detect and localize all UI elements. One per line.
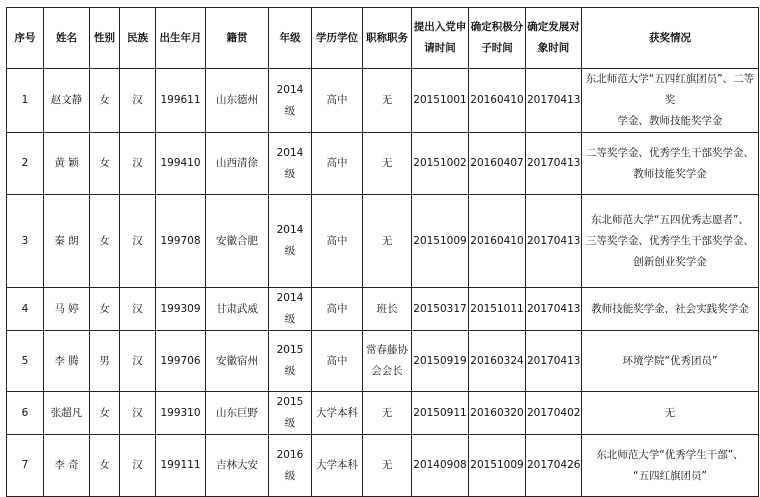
header-hometown: 籍贯 <box>206 8 269 69</box>
header-apply-date <box>412 8 469 69</box>
cell-position: 无 <box>363 69 412 133</box>
cell-grade: 2015 级 <box>269 392 312 435</box>
awards-line: 无 <box>664 406 676 419</box>
cell-ethnicity: 汉 <box>120 69 156 133</box>
header-position: 职称职务 <box>363 8 412 69</box>
cell-hometown: 山西清徐 <box>206 133 269 195</box>
cell-gender: 女 <box>90 133 120 195</box>
cell-ethnicity: 汉 <box>120 331 156 392</box>
cell-develop-date: 20170426 <box>526 435 582 497</box>
cell-awards <box>582 69 759 133</box>
cell-birth: 199309 <box>156 288 206 331</box>
cell-develop-date: 20170413 <box>526 288 582 331</box>
cell-name: 赵文静 <box>44 69 90 133</box>
cell-birth: 199410 <box>156 133 206 195</box>
table-row <box>7 133 759 195</box>
cell-position: 无 <box>363 133 412 195</box>
cell-gender: 女 <box>90 435 120 497</box>
cell-hometown: 山东德州 <box>206 69 269 133</box>
table-row <box>7 195 759 288</box>
cell-apply-date: 20150911 <box>412 392 469 435</box>
cell-activist-date: 20160320 <box>469 392 526 435</box>
cell-birth: 199611 <box>156 69 206 133</box>
cell-grade: 2014 级 <box>269 195 312 288</box>
table-row <box>7 435 759 497</box>
cell-activist-date: 20160410 <box>469 69 526 133</box>
cell-ethnicity: 汉 <box>120 195 156 288</box>
cell-develop-date: 20170413 <box>526 195 582 288</box>
cell-awards <box>582 288 759 331</box>
cell-hometown: 安徽合肥 <box>206 195 269 288</box>
awards-line: “五四红旗团员” <box>633 469 707 482</box>
header-apply-line-2: 请时间 <box>424 42 456 54</box>
position-line: 常春藤协 <box>366 344 408 356</box>
cell-awards <box>582 133 759 195</box>
cell-position: 无 <box>363 392 412 435</box>
cell-develop-date: 20170413 <box>526 331 582 392</box>
cell-hometown: 吉林大安 <box>206 435 269 497</box>
cell-name: 李 腾 <box>44 331 90 392</box>
cell-index: 3 <box>7 195 44 288</box>
cell-education: 高中 <box>312 331 363 392</box>
header-develop-line-2: 象时间 <box>537 42 570 54</box>
cell-awards <box>582 331 759 392</box>
cell-index: 7 <box>7 435 44 497</box>
cell-birth: 199111 <box>156 435 206 497</box>
cell-education: 高中 <box>312 69 363 133</box>
awards-line: 教师技能奖学金 <box>633 167 707 180</box>
awards-line: 学金、教师技能奖学金 <box>617 115 723 127</box>
header-apply-line-1: 提出入党申 <box>413 21 467 33</box>
cell-develop-date: 20170402 <box>526 392 582 435</box>
cell-grade: 2014 级 <box>269 288 312 331</box>
cell-index: 2 <box>7 133 44 195</box>
header-gender: 性别 <box>90 8 120 69</box>
cell-education: 高中 <box>312 288 363 331</box>
cell-develop-date: 20170413 <box>526 69 582 133</box>
header-birth: 出生年月 <box>156 8 206 69</box>
cell-education: 高中 <box>312 195 363 288</box>
cell-birth: 199708 <box>156 195 206 288</box>
cell-apply-date: 20151001 <box>412 69 469 133</box>
awards-line: 三等奖学金、优秀学生干部奖学金、 <box>586 234 754 247</box>
cell-apply-date: 20150919 <box>412 331 469 392</box>
cell-education: 高中 <box>312 133 363 195</box>
cell-awards <box>582 392 759 435</box>
cell-index: 1 <box>7 69 44 133</box>
header-activist-line-1: 确定积极分 <box>470 21 524 33</box>
cell-activist-date: 20160410 <box>469 195 526 288</box>
cell-index: 5 <box>7 331 44 392</box>
cell-ethnicity: 汉 <box>120 133 156 195</box>
cell-index: 6 <box>7 392 44 435</box>
table-row <box>7 288 759 331</box>
cell-gender: 女 <box>90 392 120 435</box>
cell-awards <box>582 195 759 288</box>
cell-ethnicity: 汉 <box>120 435 156 497</box>
cell-ethnicity: 汉 <box>120 392 156 435</box>
cell-index: 4 <box>7 288 44 331</box>
cell-name: 张超凡 <box>44 392 90 435</box>
cell-name: 李 奇 <box>44 435 90 497</box>
awards-line: 东北师范大学“优秀学生干部”、 <box>596 448 744 461</box>
table-row <box>7 331 759 392</box>
cell-position <box>363 331 412 392</box>
awards-line: 东北师范大学“五四红旗团员”、二等奖 <box>585 73 755 106</box>
header-develop-date <box>526 8 582 69</box>
cell-birth: 199706 <box>156 331 206 392</box>
awards-line: 创新创业奖学金 <box>633 255 707 268</box>
header-education: 学历学位 <box>312 8 363 69</box>
cell-grade: 2014 级 <box>269 69 312 133</box>
cell-hometown: 安徽宿州 <box>206 331 269 392</box>
cell-gender: 女 <box>90 288 120 331</box>
position-line: 会会长 <box>371 365 403 377</box>
cell-position: 无 <box>363 435 412 497</box>
cell-awards <box>582 435 759 497</box>
cell-hometown: 山东巨野 <box>206 392 269 435</box>
cell-apply-date: 20150317 <box>412 288 469 331</box>
cell-activist-date: 20160407 <box>469 133 526 195</box>
table-row <box>7 69 759 133</box>
cell-apply-date: 20151009 <box>412 195 469 288</box>
cell-education: 大学本科 <box>312 392 363 435</box>
cell-ethnicity: 汉 <box>120 288 156 331</box>
cell-activist-date: 20151011 <box>469 288 526 331</box>
cell-apply-date: 20151002 <box>412 133 469 195</box>
header-index: 序号 <box>7 8 44 69</box>
table-row <box>7 392 759 435</box>
header-name: 姓名 <box>44 8 90 69</box>
table-header-row <box>7 8 759 69</box>
cell-grade: 2014 级 <box>269 133 312 195</box>
cell-grade: 2015 级 <box>269 331 312 392</box>
header-activist-date <box>469 8 526 69</box>
roster-table <box>6 7 759 497</box>
cell-activist-date: 20151009 <box>469 435 526 497</box>
cell-name: 黄 颖 <box>44 133 90 195</box>
awards-line: 东北师范大学“五四优秀志愿者”、 <box>591 213 749 226</box>
header-activist-line-2: 子时间 <box>481 42 513 54</box>
cell-position: 无 <box>363 195 412 288</box>
cell-position: 班长 <box>363 288 412 331</box>
cell-education: 大学本科 <box>312 435 363 497</box>
awards-line: 环境学院“优秀团员” <box>622 354 718 367</box>
awards-line: 二等奖学金、优秀学生干部奖学金、 <box>586 146 754 159</box>
header-develop-line-1: 确定发展对 <box>527 21 580 33</box>
header-ethnicity: 民族 <box>120 8 156 69</box>
cell-name: 秦 朗 <box>44 195 90 288</box>
cell-grade: 2016 级 <box>269 435 312 497</box>
header-awards: 获奖情况 <box>582 8 759 69</box>
cell-apply-date: 20140908 <box>412 435 469 497</box>
cell-gender: 女 <box>90 195 120 288</box>
cell-birth: 199310 <box>156 392 206 435</box>
header-grade: 年级 <box>269 8 312 69</box>
awards-line: 教师技能奖学金，社会实践奖学金 <box>591 302 749 315</box>
cell-gender: 男 <box>90 331 120 392</box>
cell-hometown: 甘肃武威 <box>206 288 269 331</box>
cell-activist-date: 20160324 <box>469 331 526 392</box>
cell-name: 马 婷 <box>44 288 90 331</box>
cell-gender: 女 <box>90 69 120 133</box>
cell-develop-date: 20170413 <box>526 133 582 195</box>
